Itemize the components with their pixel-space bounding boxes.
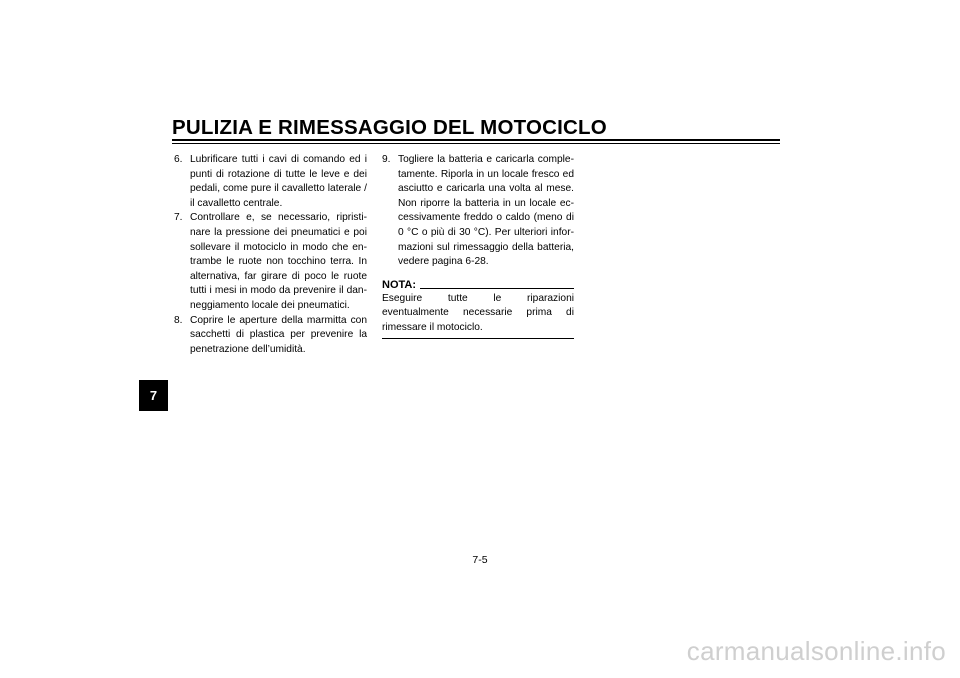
chapter-tab: 7 xyxy=(139,380,168,411)
page-number: 7-5 xyxy=(472,554,488,566)
item-number: 7. xyxy=(174,212,183,224)
note-box xyxy=(382,278,574,339)
title-rule xyxy=(172,139,780,141)
left-column xyxy=(174,153,367,357)
right-column xyxy=(382,153,574,339)
note-label: NOTA: xyxy=(382,278,417,291)
page-title: PULIZIA E RIMESSAGGIO DEL MOTOCICLO xyxy=(172,116,607,139)
item-number: 9. xyxy=(382,154,391,165)
title-rule-thin xyxy=(172,143,780,144)
item-text: Controllare e, se necessario, ripristinare la pressione dei pneumatici e poi sollevare il motociclo in modo che entrambe le ruote non tocchino terra. In alternativa, far girare di poco le ruote tutti i mesi in modo da prevenire il danneggiamento locale dei pneumatici. xyxy=(190,212,367,311)
list-item xyxy=(174,153,367,211)
item-number: 6. xyxy=(174,154,183,165)
item-text: Coprire le aperture della marmitta con sacchetti di plastica per prevenire la penetrazione dell’umidità. xyxy=(190,314,367,355)
note-header-line xyxy=(420,288,574,289)
list-item xyxy=(174,314,367,358)
note-text: Eseguire tutte le riparazioni eventualmente necessarie prima di rimessare il motociclo. xyxy=(382,292,574,333)
watermark: carmanualsonline.info xyxy=(686,636,946,666)
note-header xyxy=(382,278,574,292)
list-item xyxy=(382,153,574,270)
list-item xyxy=(174,211,367,313)
note-bottom-line xyxy=(382,338,574,339)
item-text: Togliere la batteria e caricarla completamente. Riporla in un locale fresco ed asciutto e caricarla una volta al mese. Non riporre la batteria in un locale eccessivamente freddo o caldo (meno di 0 °C o più di 30 °C). Per ulteriori informazioni sul rimessaggio della batteria, vedere pagina 6-28. xyxy=(398,154,574,268)
item-number: 8. xyxy=(174,314,183,326)
item-text: Lubrificare tutti i cavi di comando ed i punti di rotazione di tutte le leve e dei pedali, come pure il cavalletto laterale / il cavalletto centrale. xyxy=(190,154,367,209)
